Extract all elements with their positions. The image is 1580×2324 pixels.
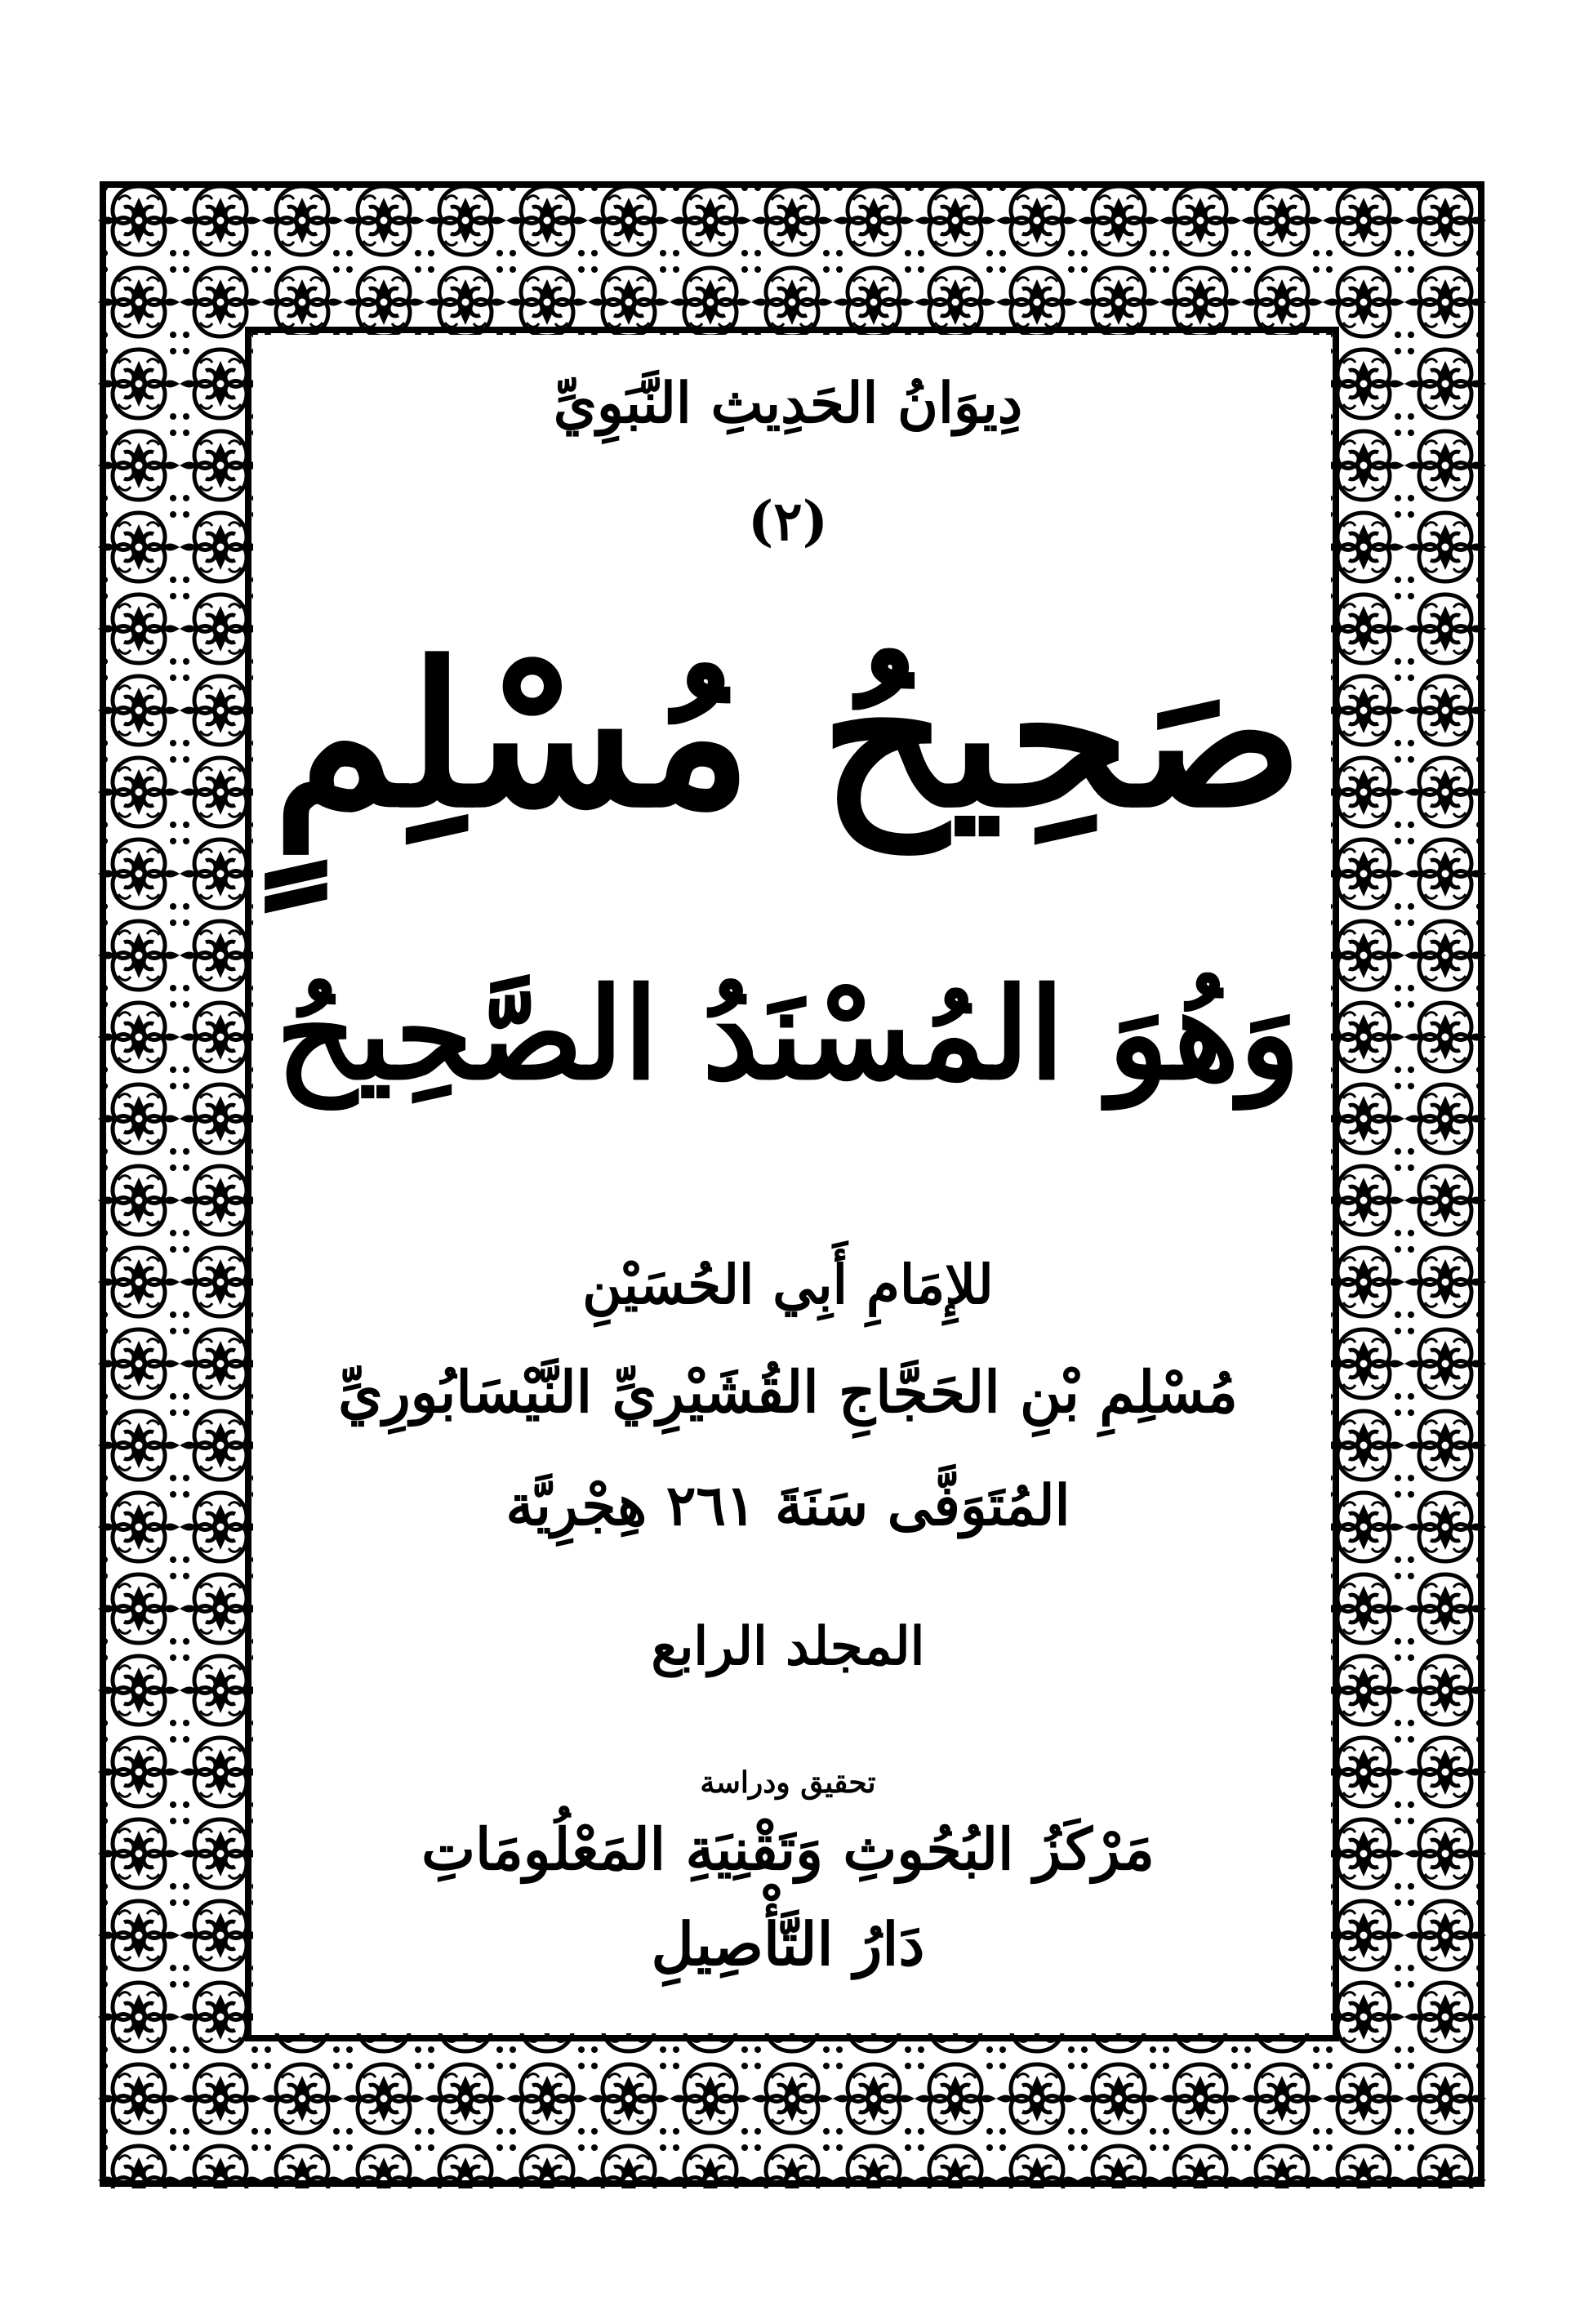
editing-credit-label: تحقيق ودراسة — [700, 1765, 876, 1800]
title-page — [269, 351, 1306, 2017]
series-title: دِيوَانُ الحَدِيثِ النَّبَوِيِّ — [553, 371, 1023, 436]
author-death-date: المُتَوَفَّى سَنَةَ ٢٦١ هِجْرِيَّة — [505, 1473, 1070, 1538]
series-number: (٢) — [748, 489, 828, 553]
book-title: صَحِيحُ مُسْلِمٍ — [273, 620, 1303, 852]
publisher-house: دَارُ التَّأْصِيلِ — [651, 1909, 925, 1979]
publisher-center: مَرْكَزُ البُحُوثِ وَتَقْنِيَةِ المَعْلُومَاتِ — [421, 1815, 1155, 1883]
author-honorific: للإِمَامِ أَبِي الحُسَيْنِ — [582, 1253, 994, 1316]
book-subtitle: وَهُوَ المُسْنَدُ الصَّحِيحُ — [275, 960, 1301, 1108]
volume-label: المجلد الرابع — [651, 1616, 925, 1677]
author-name: مُسْلِمِ بْنِ الحَجَّاجِ القُشَيْرِيِّ النَّيْسَابُورِيِّ — [338, 1358, 1238, 1426]
